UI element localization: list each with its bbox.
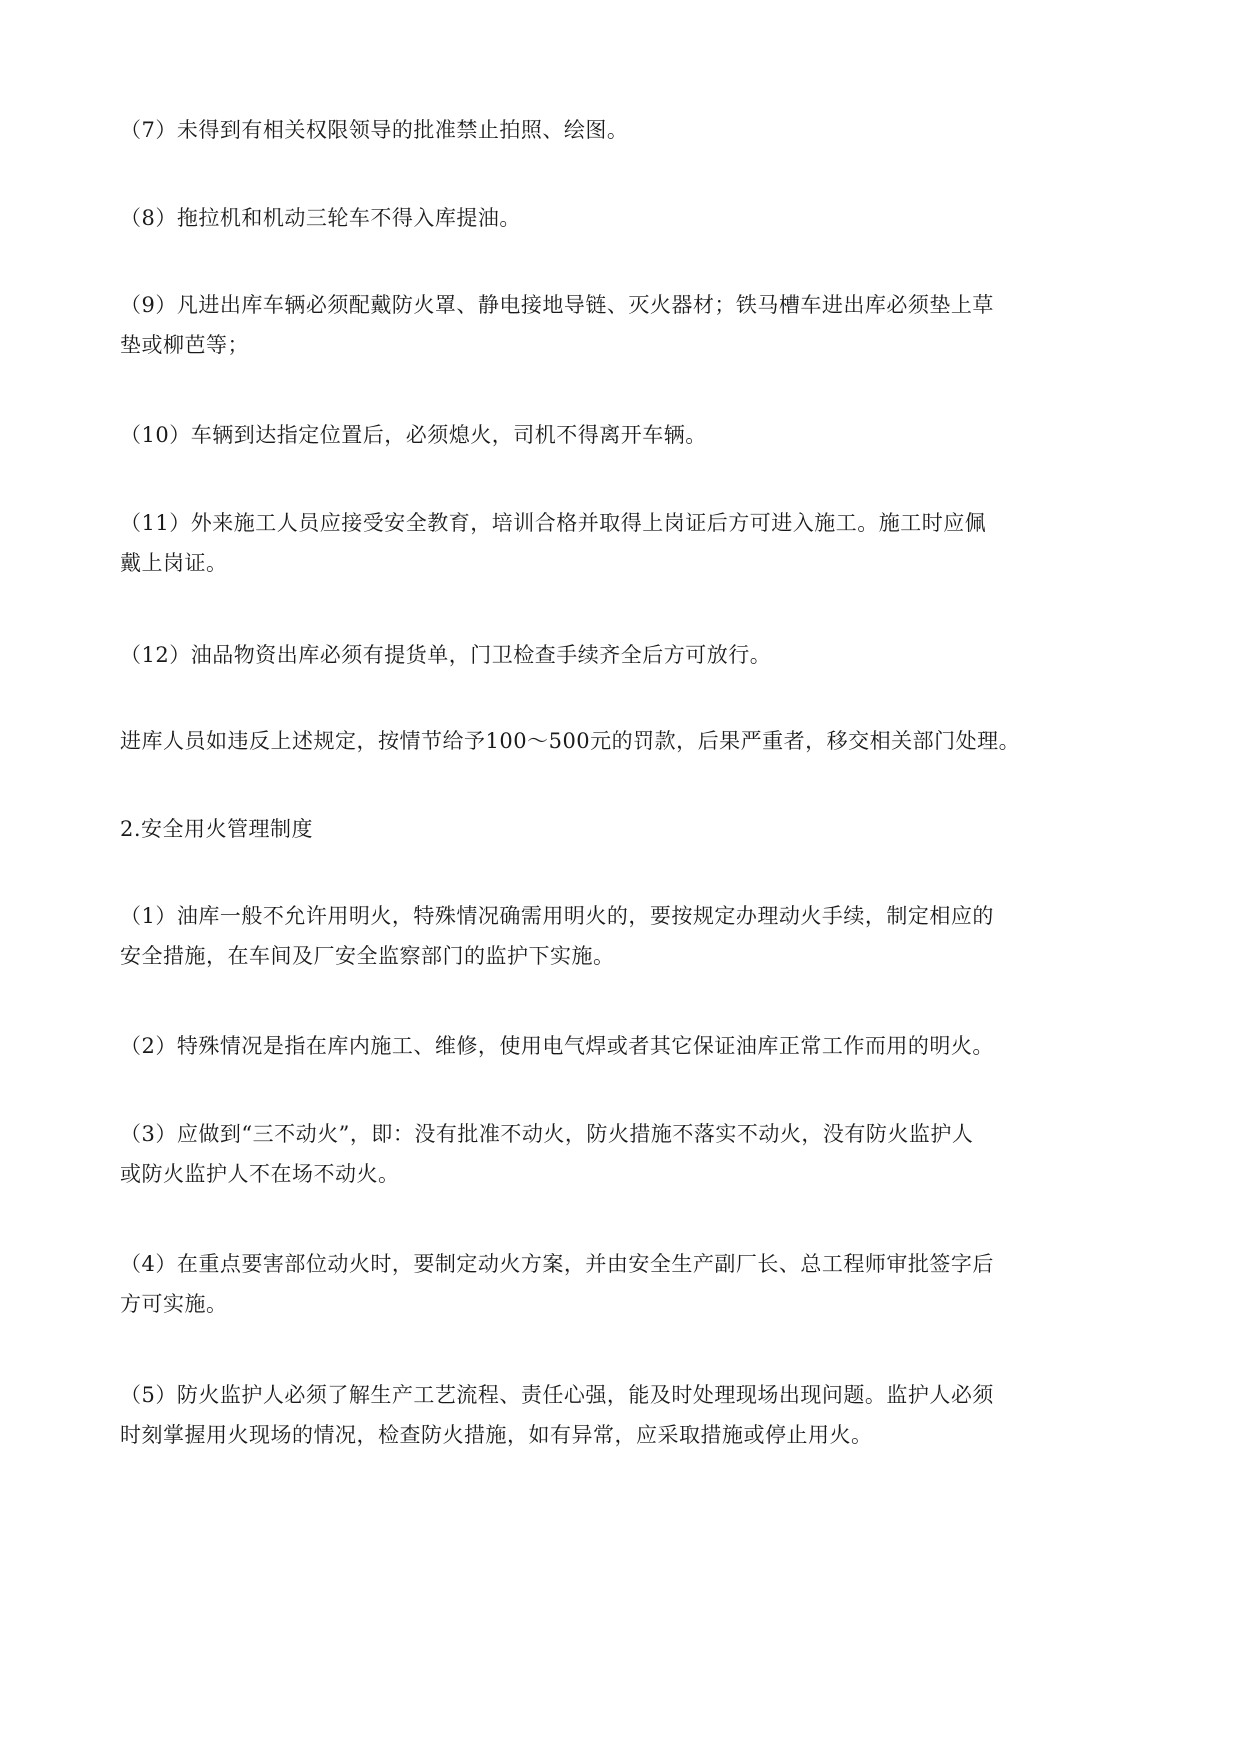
paragraph-penalty [120,721,1130,761]
text-line: 戴上岗证。 [120,551,228,575]
text-line: （4）在重点要害部位动火时，要制定动火方案，并由安全生产副厂长、总工程师审批签字后 [120,1252,994,1276]
paragraph-fire-rule-3 [120,1114,1130,1194]
paragraph-fire-rule-1 [120,896,1130,976]
text-line: （12）油品物资出库必须有提货单，门卫检查手续齐全后方可放行。 [120,643,772,667]
text-line: 安全措施，在车间及厂安全监察部门的监护下实施。 [120,944,615,968]
text-line: （7）未得到有相关权限领导的批准禁止拍照、绘图。 [120,118,629,142]
paragraph-rule-12 [120,635,1130,675]
text-line: 垫或柳芭等； [120,333,249,357]
text-line: （3）应做到“三不动火”，即：没有批准不动火，防火措施不落实不动火，没有防火监护人 [120,1122,974,1146]
paragraph-fire-rule-4 [120,1244,1130,1324]
text-line: 2.安全用火管理制度 [120,817,314,841]
text-line: （8）拖拉机和机动三轮车不得入库提油。 [120,206,521,230]
paragraph-rule-9 [120,285,1130,365]
text-line: 时刻掌握用火现场的情况，检查防火措施，如有异常，应采取措施或停止用火。 [120,1423,873,1447]
text-line: （2）特殊情况是指在库内施工、维修，使用电气焊或者其它保证油库正常工作而用的明火。 [120,1034,994,1058]
text-line: （1）油库一般不允许用明火，特殊情况确需用明火的，要按规定办理动火手续，制定相应的 [120,904,994,928]
paragraph-rule-7 [120,110,1130,150]
paragraph-fire-rule-2 [120,1026,1130,1066]
text-line: （10）车辆到达指定位置后，必须熄火，司机不得离开车辆。 [120,423,707,447]
paragraph-rule-11 [120,503,1130,583]
paragraph-rule-8 [120,198,1130,238]
section-heading [120,809,1130,849]
text-line: （5）防火监护人必须了解生产工艺流程、责任心强，能及时处理现场出现问题。监护人必须 [120,1383,994,1407]
text-line: （11）外来施工人员应接受安全教育，培训合格并取得上岗证后方可进入施工。施工时应佩 [120,511,987,535]
paragraph-fire-rule-5 [120,1375,1130,1455]
text-line: 或防火监护人不在场不动火。 [120,1162,400,1186]
text-line: （9）凡进出库车辆必须配戴防火罩、静电接地导链、灭火器材；铁马槽车进出库必须垫上草 [120,293,994,317]
paragraph-rule-10 [120,415,1130,455]
text-line: 方可实施。 [120,1292,228,1316]
text-line: 进库人员如违反上述规定，按情节给予100～500元的罚款，后果严重者，移交相关部门处理。 [120,729,1021,753]
